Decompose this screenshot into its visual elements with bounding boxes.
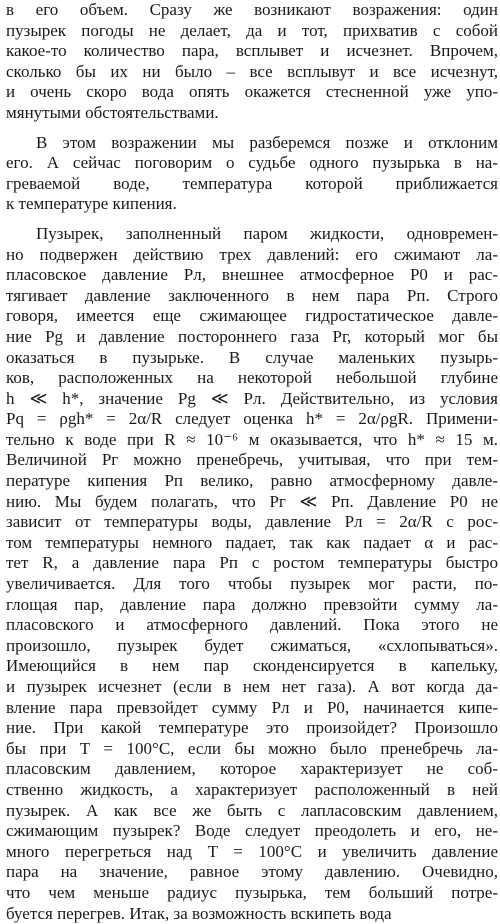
text-line: греваемой воде, температура которой приближается (6, 173, 498, 193)
text-line: Имеющийся в нем пар сконденсируется в капельку, (6, 656, 498, 676)
text-line: говоря, имеется еще сжимающее гидростатическое давле- (6, 306, 498, 326)
text-line: и пузырек исчезнет (если в нем нет газа). А вот когда да- (6, 677, 498, 696)
text-line: ние Pg и давление постороннего газа Pг, который мог бы (6, 326, 498, 346)
text-line: оказаться в пузырьке. В случае маленьких пузырь- (6, 347, 498, 367)
text-line: бы при T = 100°C, если бы можно было пренебречь ла- (6, 738, 498, 758)
text-line: пературе кипения Pп велико, равно атмосферному давле- (6, 471, 498, 491)
text-line: ние. При какой температуре это произойдет? Произошло (6, 718, 498, 738)
text-line: пласовское давление Pл, внешнее атмосферное P0 и рас- (6, 265, 498, 285)
text-line: тет R, а давление пара Pп с ростом температуры быстро (6, 553, 498, 573)
text-line: тельно к воде при R ≈ 10⁻⁶ м оказывается, что h* ≈ 15 м. (6, 429, 498, 449)
text-line: в его объем. Сразу же возникают возражения: один (6, 0, 498, 19)
text-line: пласовским давлением, которое характеризует не соб- (6, 759, 498, 779)
text-line: нию. Мы будем полагать, что Pг ≪ Pп. Давление P0 не (6, 491, 498, 511)
text-line: глощая пар, давление пара должно превзойти сумму ла- (6, 594, 498, 614)
text-line: его. А сейчас поговорим о судьбе одного пузырька в на- (6, 153, 498, 173)
paragraph-1 (0, 0, 500, 124)
text-line: h ≪ h*, значение Pg ≪ Pл. Действительно, из условия (6, 388, 498, 408)
text-line: Пузырек, заполненный паром жидкости, одновремен- (36, 223, 498, 243)
text-line: буется перегрев. Итак, за возможность вскипеть вода (6, 903, 392, 923)
text-line: много перегреться над T = 100°C и увеличить давление (6, 841, 498, 861)
text-line: тягивает давление заключенного в нем пара Pп. Строго (6, 285, 498, 305)
text-line: пузырек. А как все же быть с лапласовским давлением, (6, 800, 498, 820)
text-line: пласовского и атмосферного давлений. Пока этого не (6, 615, 498, 635)
paragraph-2 (0, 133, 500, 215)
text-line: что чем меньше радиус пузырька, тем больший потре- (6, 882, 498, 902)
text-line: зависит от температуры воды, давление Pл = 2α/R с рос- (6, 512, 498, 532)
paragraph-3 (0, 224, 500, 924)
text-line: мянутыми обстоятельствами. (6, 102, 219, 122)
text-line: сжимающим пузырек? Воде следует преодолеть и его, не- (6, 821, 498, 841)
text-line: произошло, пузырек будет сжиматься, «схлопываться». (6, 635, 498, 655)
text-line: том температуры немного падает, так как падает α и рас- (6, 532, 498, 552)
text-line: ственно жидкость, а характеризует расположенный в ней (6, 779, 498, 799)
text-line: вление пара превзойдет сумму Pл и P0, начинается кипе- (6, 697, 498, 717)
text-line: какое-то количество пара, всплывет и исчезнет. Впрочем, (6, 41, 498, 61)
text-line: пара на значение, равное этому давлению. Очевидно, (6, 862, 498, 882)
text-line: к температуре кипения. (6, 194, 177, 214)
text-line: сколько бы их ни было – все всплывут и все исчезнут, (6, 61, 498, 81)
text-line: Pq = ρgh* = 2α/R следует оценка h* = 2α/ρgR. Примени- (6, 409, 498, 429)
text-line: Величиной Pг можно пренебречь, учитывая, что при тем- (6, 450, 498, 470)
text-line: но подвержен действию трех давлений: его сжимают ла- (6, 244, 498, 264)
text-line: увеличивается. Для того чтобы пузырек мог расти, по- (6, 574, 498, 594)
text-line: и очень скоро вода опять окажется стесненной уже упо- (6, 82, 498, 102)
text-line: В этом возражении мы разберемся позже и отклоним (36, 132, 498, 152)
text-line: ков, расположенных на некоторой небольшой глубине (6, 368, 498, 388)
text-line: пузырек погоды не делает, да и тот, прихватив с собой (6, 20, 498, 40)
